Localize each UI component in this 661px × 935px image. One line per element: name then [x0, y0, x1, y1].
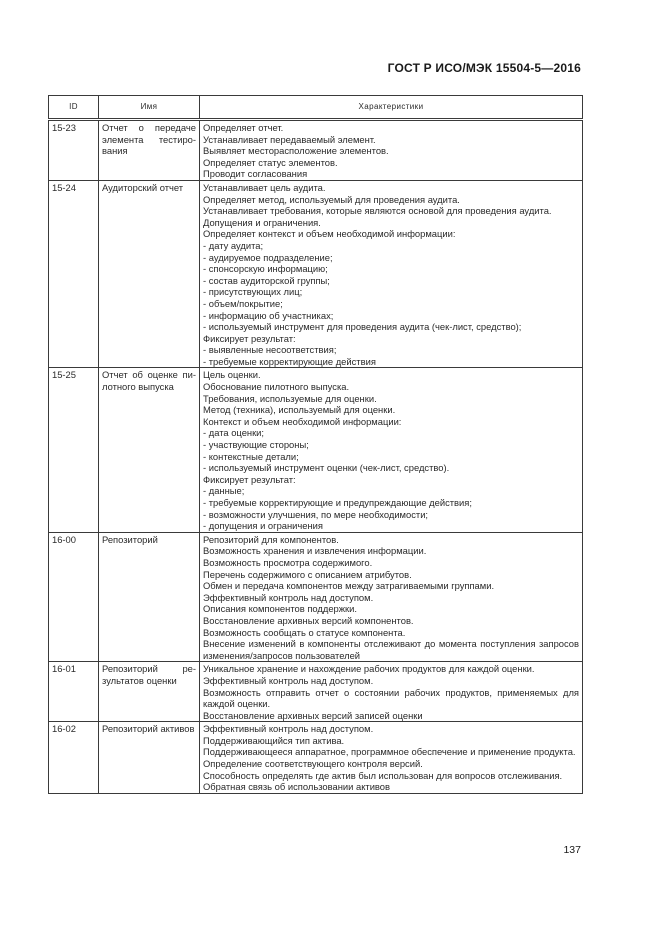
characteristic-line: Требования, используемые для оценки. — [203, 392, 377, 404]
characteristic-line: Поддерживающийся тип актива. — [203, 734, 345, 746]
characteristic-line: - используемый инструмент для проведения аудита (чек-лист, средство); — [203, 321, 522, 333]
table-row — [49, 722, 583, 794]
characteristic-line: Поддерживающееся аппаратное, программное обеспечение и применение продукта. — [203, 746, 576, 758]
row-characteristics — [200, 722, 583, 794]
row-characteristics — [200, 662, 583, 722]
characteristic-line: Допущения и ограничения. — [203, 216, 321, 228]
characteristic-line: - данные; — [203, 485, 245, 497]
characteristic-line: Описания компонентов поддержки. — [203, 603, 357, 615]
characteristic-line: Эффективный контроль над доступом. — [203, 723, 374, 735]
row-id: 15-23 — [49, 120, 99, 181]
characteristic-line: Определение соответствующего контроля версий. — [203, 758, 423, 770]
row-characteristics — [200, 180, 583, 368]
characteristic-line: Обратная связь об использовании активов — [203, 781, 390, 793]
characteristic-line: Возможность хранения и извлечения информации. — [203, 545, 427, 557]
table-row — [49, 180, 583, 368]
row-id: 16-01 — [49, 662, 99, 722]
characteristic-line: Перечень содержимого с описанием атрибутов. — [203, 568, 412, 580]
row-name: Репозиторий результатов оценки — [99, 662, 200, 722]
row-id: 15-24 — [49, 180, 99, 368]
row-id: 16-02 — [49, 722, 99, 794]
characteristic-line: Обоснование пилотного выпуска. — [203, 381, 350, 393]
row-characteristics — [200, 532, 583, 662]
row-characteristics — [200, 368, 583, 532]
characteristic-line: - аудируемое подразделение; — [203, 251, 333, 263]
characteristic-line: - требуемые корректирующие действия — [203, 355, 376, 367]
characteristic-line: Репозиторий для компонентов. — [203, 533, 339, 545]
table-row — [49, 120, 583, 181]
characteristic-line: - информацию об участниках; — [203, 309, 334, 321]
row-name: Отчет о передаче элемента тестирования — [99, 120, 200, 181]
characteristic-line: Метод (техника), используемый для оценки. — [203, 404, 396, 416]
table-header-row — [49, 96, 583, 120]
characteristic-line: - присутствующих лиц; — [203, 286, 303, 298]
characteristic-line: - участвующие стороны; — [203, 439, 309, 451]
page-number: 137 — [563, 844, 581, 856]
table-row — [49, 368, 583, 532]
characteristic-line: Возможность просмотра содержимого. — [203, 556, 373, 568]
row-name: Аудиторский отчет — [99, 180, 200, 368]
characteristic-line: - объем/покрытие; — [203, 297, 283, 309]
characteristic-line: Восстановление архивных версий записей оценки — [203, 709, 423, 721]
table-row — [49, 662, 583, 722]
characteristic-line: - дату аудита; — [203, 239, 264, 251]
characteristic-line: - дата оценки; — [203, 427, 265, 439]
characteristic-line: Цель оценки. — [203, 369, 261, 381]
characteristic-line: - возможности улучшения, по мере необходимости; — [203, 508, 429, 520]
characteristic-line: Восстановление архивных версий компонентов. — [203, 614, 414, 626]
characteristic-line: Эффективный контроль над доступом. — [203, 674, 374, 686]
row-characteristics — [200, 120, 583, 181]
characteristic-line: - выявленные несоответствия; — [203, 344, 337, 356]
characteristic-line: Проводит согласования — [203, 168, 308, 180]
header-characteristics: Характеристики — [200, 96, 583, 120]
characteristic-line: - спонсорскую информацию; — [203, 263, 328, 275]
characteristic-line: Устанавливает передаваемый элемент. — [203, 133, 376, 145]
header-name: Имя — [99, 96, 200, 120]
characteristic-line: Фиксирует результат: — [203, 332, 296, 344]
characteristic-line: Обмен и передача компонентов между затрагиваемыми группами. — [203, 580, 495, 592]
characteristic-line: Определяет статус элементов. — [203, 156, 338, 168]
row-id: 15-25 — [49, 368, 99, 532]
characteristic-line: Фиксирует результат: — [203, 473, 296, 485]
characteristic-line: - допущения и ограничения — [203, 520, 323, 532]
row-name: Отчет об оценке пилотного выпуска — [99, 368, 200, 532]
characteristic-line: Эффективный контроль над доступом. — [203, 591, 374, 603]
characteristic-line: Определяет отчет. — [203, 122, 284, 133]
table-row — [49, 532, 583, 662]
characteristic-line: - требуемые корректирующие и предупреждающие действия; — [203, 497, 472, 508]
characteristic-line: Определяет метод, используемый для проведения аудита. — [203, 193, 460, 205]
characteristic-line: Возможность сообщать о статусе компонента. — [203, 626, 406, 638]
row-name: Репозиторий активов — [99, 722, 200, 794]
characteristic-line: - состав аудиторской группы; — [203, 274, 330, 286]
characteristics-table — [48, 95, 583, 794]
row-name: Репозиторий — [99, 532, 200, 662]
characteristic-line: Контекст и объем необходимой информации: — [203, 415, 402, 427]
characteristic-line: Возможность отправить отчет о состоянии рабочих продуктов, применяемых для каждой оценки. — [203, 686, 579, 710]
header-id: ID — [49, 96, 99, 120]
characteristic-line: Способность определять где актив был использован для вопросов отслеживания. — [203, 769, 563, 781]
characteristic-line: Внесение изменений в компоненты отслеживают до момента поступления запросов изменения/запросов пользователей — [203, 638, 579, 661]
characteristic-line: Устанавливает требования, которые являются основой для проведения аудита. — [203, 205, 552, 217]
characteristic-line: Выявляет месторасположение элементов. — [203, 145, 389, 157]
characteristic-line: Определяет контекст и объем необходимой информации: — [203, 228, 456, 240]
characteristic-line: Устанавливает цель аудита. — [203, 181, 326, 193]
characteristic-line: Уникальное хранение и нахождение рабочих продуктов для каждой оценки. — [203, 663, 535, 675]
characteristic-line: - контекстные детали; — [203, 450, 299, 462]
characteristic-line: - используемый инструмент оценки (чек-лист, средство). — [203, 462, 450, 474]
standard-code: ГОСТ Р ИСО/МЭК 15504-5—2016 — [387, 61, 581, 75]
row-id: 16-00 — [49, 532, 99, 662]
